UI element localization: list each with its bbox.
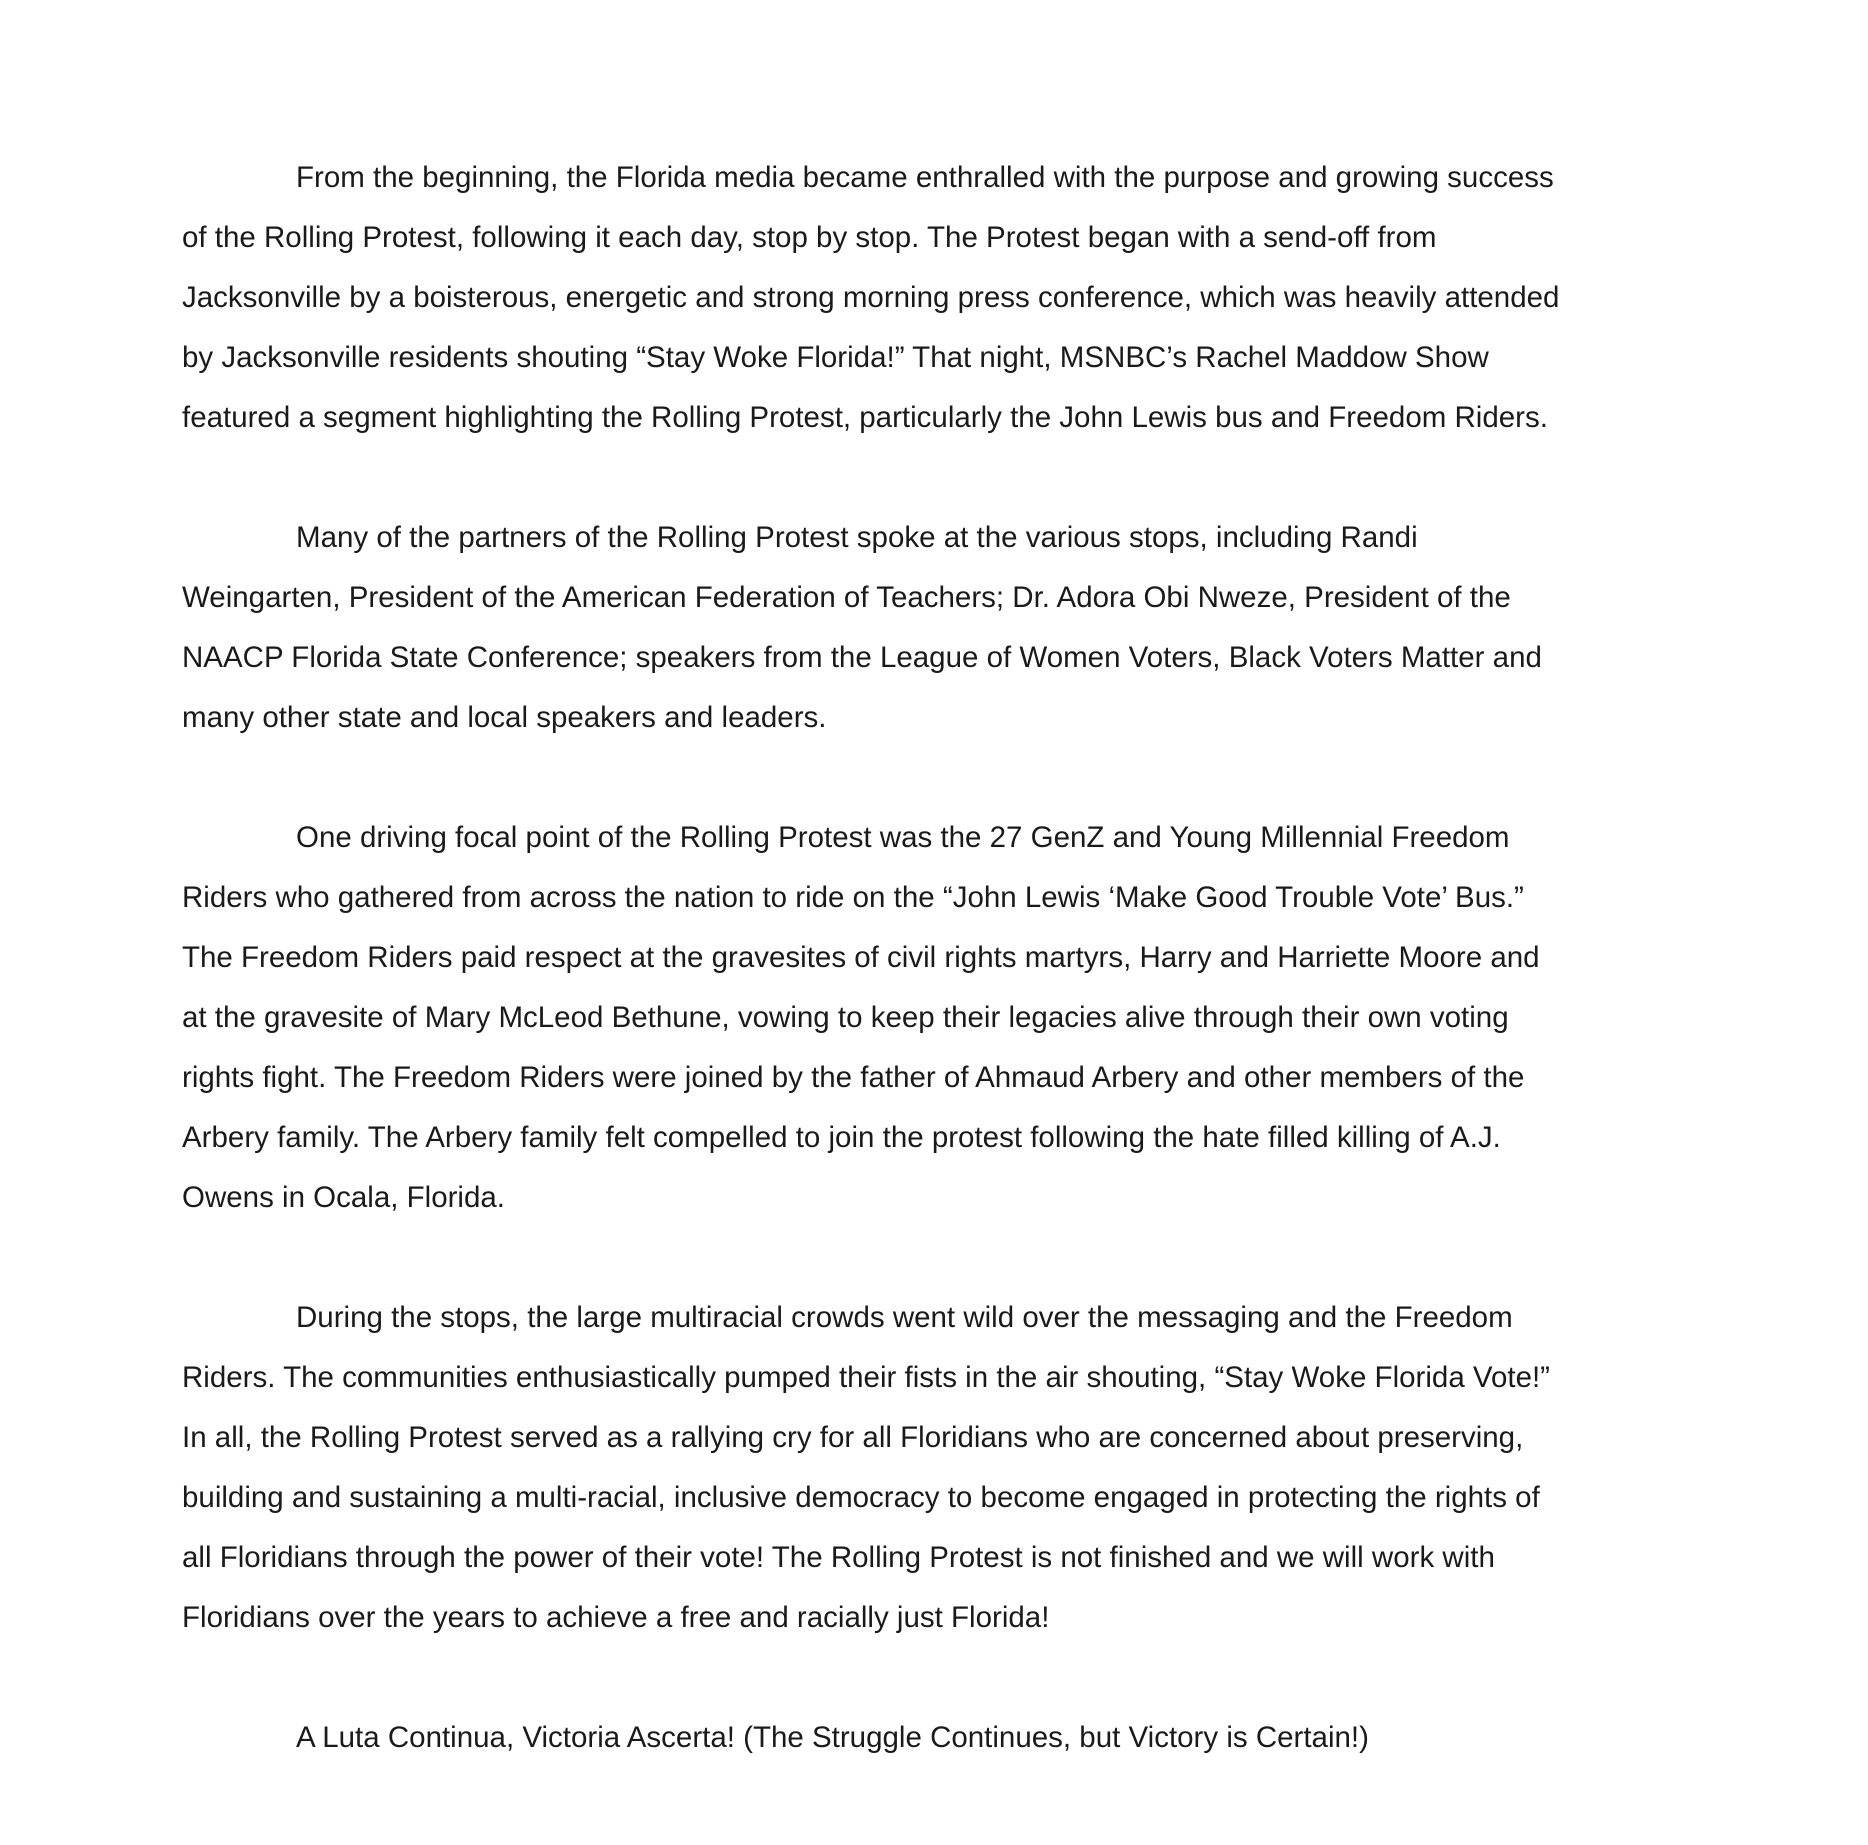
paragraph-line: One driving focal point of the Rolling Protest was the 27 GenZ and Young Millennial Freedom (296, 821, 1510, 854)
paragraph-line: Many of the partners of the Rolling Protest spoke at the various stops, including Randi (296, 521, 1418, 554)
paragraph-line: Arbery family. The Arbery family felt compelled to join the protest following the hate filled killing of A.J. (182, 1121, 1501, 1154)
paragraph-media-coverage (182, 148, 1682, 448)
paragraph-line: Jacksonville by a boisterous, energetic and strong morning press conference, which was heavily attended (182, 281, 1560, 314)
paragraph-line: In all, the Rolling Protest served as a rallying cry for all Floridians who are concerned about preserving, (182, 1421, 1524, 1454)
paragraph-partners (182, 508, 1682, 748)
paragraph-line: A Luta Continua, Victoria Ascerta! (The Struggle Continues, but Victory is Certain!) (296, 1721, 1369, 1754)
paragraph-line: Riders. The communities enthusiastically pumped their fists in the air shouting, “Stay Woke Florida Vote!” (182, 1361, 1551, 1394)
paragraph-line: at the gravesite of Mary McLeod Bethune, vowing to keep their legacies alive through their own voting (182, 1001, 1509, 1034)
paragraph-crowds (182, 1288, 1682, 1648)
document-body (182, 148, 1682, 1768)
paragraph-line: During the stops, the large multiracial crowds went wild over the messaging and the Freedom (296, 1301, 1513, 1334)
paragraph-line: featured a segment highlighting the Rolling Protest, particularly the John Lewis bus and Freedom Riders. (182, 401, 1548, 434)
paragraph-line: many other state and local speakers and leaders. (182, 701, 827, 734)
paragraph-line: all Floridians through the power of their vote! The Rolling Protest is not finished and we will work with (182, 1541, 1495, 1574)
paragraph-line: Owens in Ocala, Florida. (182, 1181, 505, 1214)
paragraph-line: building and sustaining a multi-racial, inclusive democracy to become engaged in protecting the rights of (182, 1481, 1540, 1514)
paragraph-line: by Jacksonville residents shouting “Stay Woke Florida!” That night, MSNBC’s Rachel Maddow Show (182, 341, 1489, 374)
paragraph-closing-motto (182, 1708, 1682, 1768)
paragraph-line: The Freedom Riders paid respect at the gravesites of civil rights martyrs, Harry and Harriette Moore and (182, 941, 1540, 974)
paragraph-freedom-riders (182, 808, 1682, 1228)
paragraph-line: From the beginning, the Florida media became enthralled with the purpose and growing success (296, 161, 1554, 194)
paragraph-line: Riders who gathered from across the nation to ride on the “John Lewis ‘Make Good Trouble Vote’ Bus.” (182, 881, 1524, 914)
paragraph-line: Floridians over the years to achieve a free and racially just Florida! (182, 1601, 1050, 1634)
paragraph-line: of the Rolling Protest, following it each day, stop by stop. The Protest began with a send-off from (182, 221, 1437, 254)
paragraph-line: NAACP Florida State Conference; speakers from the League of Women Voters, Black Voters Matter and (182, 641, 1542, 674)
paragraph-line: Weingarten, President of the American Federation of Teachers; Dr. Adora Obi Nweze, President of the (182, 581, 1511, 614)
paragraph-line: rights fight. The Freedom Riders were joined by the father of Ahmaud Arbery and other members of the (182, 1061, 1525, 1094)
